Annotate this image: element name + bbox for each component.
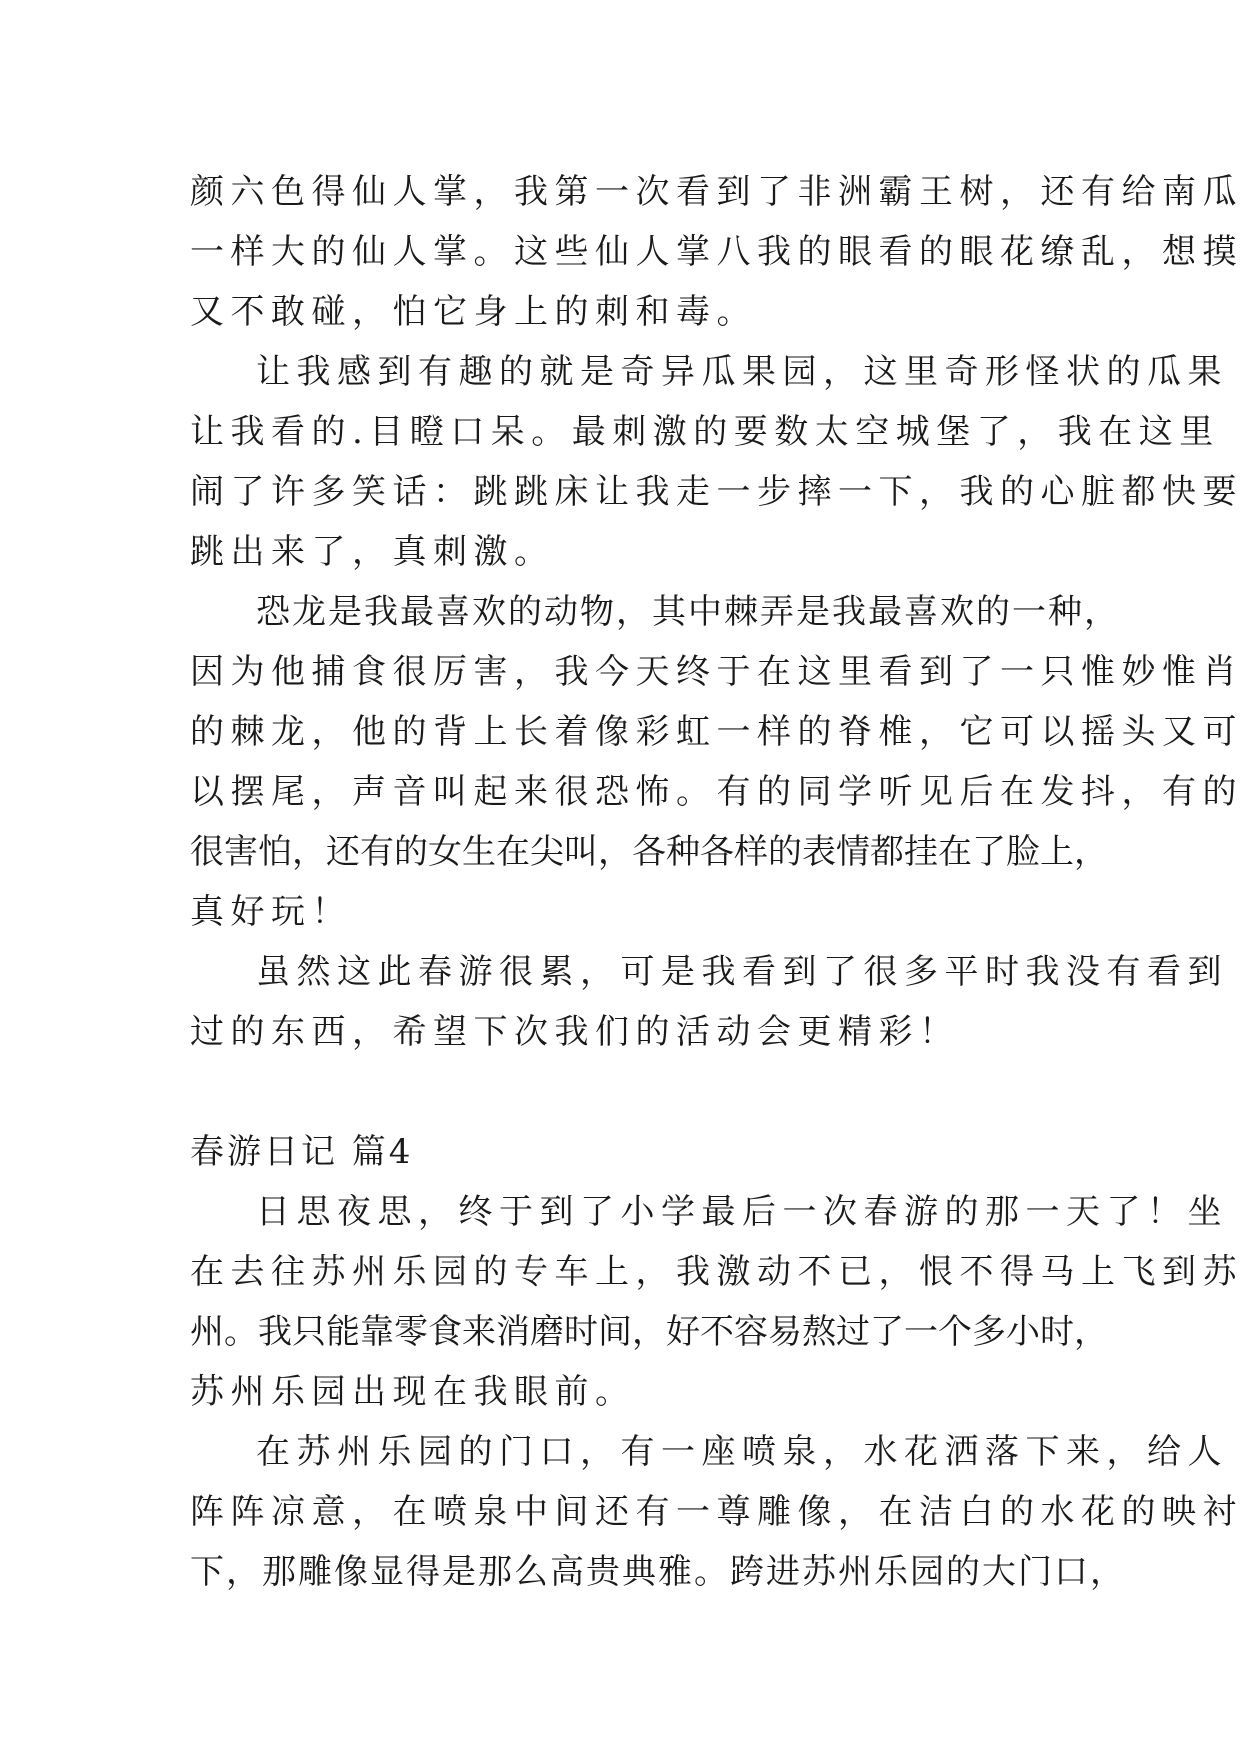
document-page [190,162,1243,1602]
text-line: 以摆尾，声音叫起来很恐怖。有的同学听见后在发抖，有的 [190,772,1243,812]
paragraph-start-line: 日思夜思，终于到了小学最后一次春游的那一天了！坐 [256,1192,1228,1232]
paragraph-start-line: 虽然这此春游很累，可是我看到了很多平时我没有看到 [256,952,1228,992]
text-line: 因为他捕食很厉害，我今天终于在这里看到了一只惟妙惟肖 [190,652,1243,692]
paragraph-start-line: 在苏州乐园的门口，有一座喷泉，水花洒落下来，给人 [256,1432,1228,1472]
text-line: 州。我只能靠零食来消磨时间，好不容易熬过了一个多小时， [190,1312,1108,1352]
text-line: 真好玩！ [190,892,352,932]
section-spacer [190,1062,1052,1122]
paragraph-start-line: 让我感到有趣的就是奇异瓜果园，这里奇形怪状的瓜果 [256,352,1228,392]
text-line: 的棘龙，他的背上长着像彩虹一样的脊椎，它可以摇头又可 [190,712,1243,752]
text-line: 下，那雕像显得是那么高贵典雅。跨进苏州乐园的大门口， [190,1552,1126,1592]
text-line: 很害怕，还有的女生在尖叫，各种各样的表情都挂在了脸上， [190,832,1108,872]
text-line: 颜六色得仙人掌，我第一次看到了非洲霸王树，还有给南瓜 [190,172,1243,212]
text-line: 过的东西，希望下次我们的活动会更精彩！ [190,1012,960,1052]
text-line: 闹了许多笑话：跳跳床让我走一步摔一下，我的心脏都快要 [190,472,1243,512]
text-line: 让我看的.目瞪口呆。最刺激的要数太空城堡了，我在这里 [190,412,1220,452]
text-line: 一样大的仙人掌。这些仙人掌八我的眼看的眼花缭乱，想摸 [190,232,1243,272]
section-heading: 春游日记 篇4 [190,1132,414,1172]
text-line: 苏州乐园出现在我眼前。 [190,1372,636,1412]
text-line: 阵阵凉意，在喷泉中间还有一尊雕像，在洁白的水花的映衬 [190,1492,1243,1532]
text-line: 又不敢碰，怕它身上的刺和毒。 [190,292,757,332]
paragraph-start-line: 恐龙是我最喜欢的动物，其中棘弄是我最喜欢的一种， [256,592,1120,632]
text-line: 跳出来了，真刺激。 [190,532,555,572]
text-line: 在去往苏州乐园的专车上，我激动不已，恨不得马上飞到苏 [190,1252,1243,1292]
